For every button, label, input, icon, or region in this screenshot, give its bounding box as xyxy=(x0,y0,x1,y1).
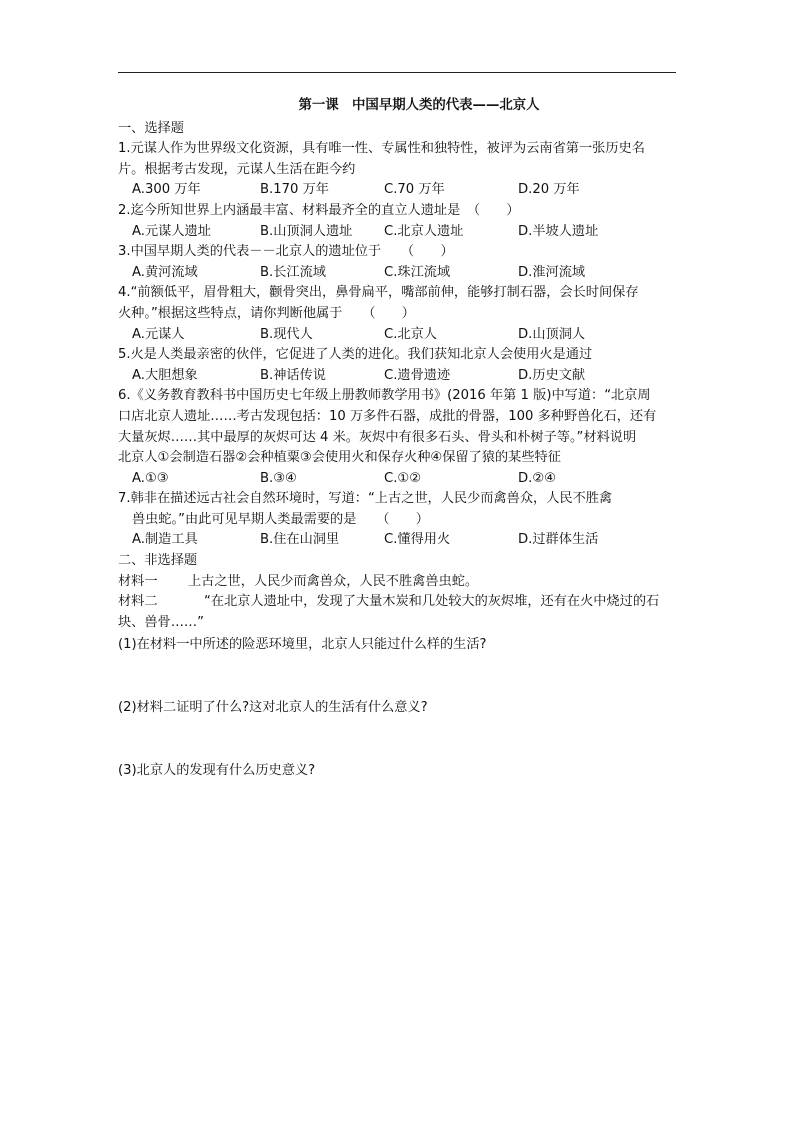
answer-option[interactable]: D.过群体生活 xyxy=(518,532,599,548)
question-text: 兽虫蛇。”由此可见早期人类最需要的是 （ ） xyxy=(132,511,429,527)
question-text: 片。根据考古发现，元谋人生活在距今约 xyxy=(118,161,356,177)
open-question-2: (2)材料二证明了什么?这对北京人的生活有什么意义? xyxy=(118,700,428,716)
answer-option[interactable]: B.长江流域 xyxy=(260,264,326,280)
open-question-1: (1)在材料一中所述的险恶环境里，北京人只能过什么样的生活? xyxy=(118,637,487,653)
answer-option[interactable]: A.制造工具 xyxy=(132,532,198,548)
answer-option[interactable]: C.珠江流域 xyxy=(384,264,451,280)
answer-option[interactable]: C.①② xyxy=(384,470,422,486)
answer-option[interactable]: B.山顶洞人遗址 xyxy=(260,223,353,239)
question-text: 5.火是人类最亲密的伙伴，它促进了人类的进化。我们获知北京人会使用火是通过 xyxy=(118,347,593,363)
question-text: 火种。”根据这些特点，请你判断他属于 （ ） xyxy=(118,305,415,321)
question-4 xyxy=(118,283,680,345)
answer-options xyxy=(118,325,680,346)
open-question-3: (3)北京人的发现有什么历史意义? xyxy=(118,762,316,778)
question-text: 3.中国早期人类的代表－－北京人的遗址位于 （ ） xyxy=(118,244,454,260)
question-list xyxy=(118,139,680,551)
question-5 xyxy=(118,345,680,386)
section-heading-open: 二、非选择题 xyxy=(118,553,198,569)
worksheet xyxy=(118,96,680,781)
answer-option[interactable]: A.黄河流域 xyxy=(132,264,198,280)
question-7 xyxy=(118,489,680,551)
question-2 xyxy=(118,201,680,242)
question-text: 1.元谋人作为世界级文化资源，具有唯一性、专属性和独特性，被评为云南省第一张历史名 xyxy=(118,141,645,157)
answer-option[interactable]: A.①③ xyxy=(132,470,169,486)
answer-options xyxy=(118,222,680,243)
answer-option[interactable]: D.②④ xyxy=(518,470,556,486)
answer-option[interactable]: B.现代人 xyxy=(260,326,313,342)
question-6 xyxy=(118,386,680,489)
question-text: 大量灰烬……其中最厚的灰烬可达 4 米。灰烬中有很多石头、骨头和朴树子等。”材料说明 xyxy=(118,429,637,445)
question-1 xyxy=(118,139,680,201)
answer-option[interactable]: C.遗骨遗迹 xyxy=(384,367,451,383)
question-text: 7.韩非在描述远古社会自然环境时，写道：“上古之世，人民少而禽兽众，人民不胜禽 xyxy=(118,491,613,507)
question-text: 口店北京人遗址……考古发现包括：10 万多件石器，成批的骨器，100 多种野兽化石，还有 xyxy=(118,408,657,424)
answer-option[interactable]: A.300 万年 xyxy=(132,182,201,198)
answer-option[interactable]: D.山顶洞人 xyxy=(518,326,586,342)
material-2-continuation: 块、兽骨……” xyxy=(118,614,204,630)
material-1-label: 材料一 xyxy=(118,573,158,589)
answer-options xyxy=(118,263,680,284)
answer-option[interactable]: B.③④ xyxy=(260,470,297,486)
question-text: 6.《义务教育教科书中国历史七年级上册教师教学用书》(2016 年第 1 版)中写道：“北京周 xyxy=(118,388,651,404)
answer-options xyxy=(118,366,680,387)
answer-options xyxy=(118,469,680,490)
answer-option[interactable]: A.元谋人遗址 xyxy=(132,223,211,239)
question-text: 4.“前额低平，眉骨粗大，颧骨突出，鼻骨扁平，嘴部前伸，能够打制石器，会长时间保存 xyxy=(118,285,639,301)
answer-option[interactable]: B.神话传说 xyxy=(260,367,326,383)
answer-option[interactable]: D.淮河流域 xyxy=(518,264,586,280)
material-2-label: 材料二 xyxy=(118,594,158,610)
answer-option[interactable]: D.20 万年 xyxy=(518,182,580,198)
answer-options xyxy=(118,180,680,201)
answer-option[interactable]: B.住在山洞里 xyxy=(260,532,340,548)
section-heading-choice: 一、选择题 xyxy=(118,120,184,136)
material-2 xyxy=(118,592,680,613)
answer-option[interactable]: A.元谋人 xyxy=(132,326,185,342)
answer-option[interactable]: D.半坡人遗址 xyxy=(518,223,599,239)
question-text: 2.迄今所知世界上内涵最丰富、材料最齐全的直立人遗址是 （ ） xyxy=(118,202,520,218)
answer-option[interactable]: C.北京人 xyxy=(384,326,437,342)
answer-option[interactable]: D.历史文献 xyxy=(518,367,586,383)
header-rule xyxy=(118,72,676,73)
answer-option[interactable]: B.170 万年 xyxy=(260,182,329,198)
answer-option[interactable]: C.70 万年 xyxy=(384,182,445,198)
question-3 xyxy=(118,242,680,283)
material-1 xyxy=(118,572,680,593)
page-title: 第一课 中国早期人类的代表——北京人 xyxy=(298,98,540,113)
material-1-text: 上古之世，人民少而禽兽众，人民不胜禽兽虫蛇。 xyxy=(188,573,479,589)
answer-options xyxy=(118,530,680,551)
answer-option[interactable]: C.懂得用火 xyxy=(384,532,451,548)
question-text: 北京人①会制造石器②会种植粟③会使用火和保存火种④保留了猿的某些特征 xyxy=(118,450,561,466)
material-2-text: “在北京人遗址中，发现了大量木炭和几处较大的灰烬堆，还有在火中烧过的石 xyxy=(204,594,660,610)
answer-option[interactable]: A.大胆想象 xyxy=(132,367,198,383)
answer-option[interactable]: C.北京人遗址 xyxy=(384,223,464,239)
